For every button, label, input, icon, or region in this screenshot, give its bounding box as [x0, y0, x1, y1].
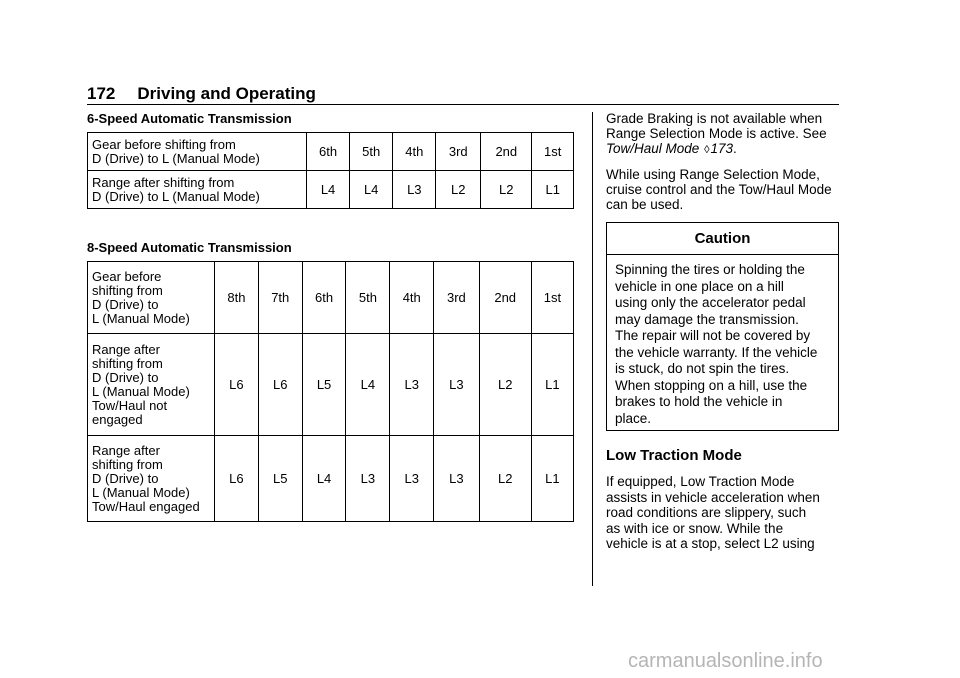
row-label: Range after shifting from D (Drive) to L (Manual Mode) Tow/Haul not engaged — [88, 334, 215, 436]
table-cell: L2 — [481, 171, 532, 209]
column-divider — [592, 112, 593, 586]
paragraph — [606, 111, 839, 158]
table-cell: L4 — [346, 334, 390, 436]
table-cell: 4th — [390, 262, 434, 334]
table-cell: L1 — [532, 171, 574, 209]
table-cell: L3 — [434, 436, 479, 522]
eight-speed-section — [87, 240, 574, 522]
table-cell: L4 — [307, 171, 350, 209]
table-cell: 2nd — [481, 133, 532, 171]
table-cell: 3rd — [436, 133, 481, 171]
table-row — [88, 262, 574, 334]
table-cell: L4 — [350, 171, 393, 209]
table-cell: L6 — [215, 334, 259, 436]
table-cell: L5 — [302, 334, 346, 436]
page-header — [87, 84, 316, 104]
text-line: as with ice or snow. While the — [606, 520, 784, 536]
eight-speed-title: 8-Speed Automatic Transmission — [87, 240, 292, 255]
table-row — [88, 133, 574, 171]
table-row — [88, 334, 574, 436]
text-line: When stopping on a hill, use the — [615, 377, 808, 393]
table-cell: L3 — [390, 334, 434, 436]
text-line: the vehicle warranty. If the vehicle — [615, 344, 818, 360]
caution-title: Caution — [607, 223, 838, 255]
table-cell: 4th — [393, 133, 436, 171]
table-cell: 5th — [350, 133, 393, 171]
row-label: Gear before shifting from D (Drive) to L (Manual Mode) — [88, 133, 307, 171]
table-cell: L2 — [479, 334, 531, 436]
text-line: The repair will not be covered by — [615, 328, 811, 343]
table-cell: 8th — [215, 262, 259, 334]
table-cell: 1st — [531, 262, 573, 334]
table-cell: 2nd — [479, 262, 531, 334]
text-line: is stuck, do not spin the tires. — [615, 361, 790, 376]
table-cell: L3 — [346, 436, 390, 522]
low-traction-body — [606, 474, 839, 552]
table-cell: 3rd — [434, 262, 479, 334]
table-cell: 1st — [532, 133, 574, 171]
table-cell: L2 — [436, 171, 481, 209]
text-line: road conditions are slippery, such — [606, 505, 807, 520]
table-cell: L5 — [258, 436, 302, 522]
table-cell: L1 — [531, 334, 573, 436]
text-line: vehicle is at a stop, select L2 using — [606, 536, 815, 551]
text-line: using only the accelerator pedal — [615, 295, 806, 310]
table-cell: 6th — [307, 133, 350, 171]
section-title: Driving and Operating — [137, 84, 316, 103]
table-cell: L3 — [390, 436, 434, 522]
table-row — [88, 436, 574, 522]
cross-reference-link[interactable] — [606, 141, 733, 156]
six-speed-section — [87, 111, 574, 209]
six-speed-table — [87, 132, 574, 209]
caution-body — [607, 255, 838, 427]
table-cell: L3 — [393, 171, 436, 209]
text-line: assists in vehicle acceleration when — [606, 489, 820, 505]
table-cell: L2 — [479, 436, 531, 522]
table-cell: L6 — [215, 436, 259, 522]
table-cell: 7th — [258, 262, 302, 334]
table-cell: 6th — [302, 262, 346, 334]
right-column-text — [606, 111, 839, 221]
text-line: vehicle in one place on a hill — [615, 278, 784, 294]
text-line: brakes to hold the vehicle in — [615, 394, 783, 409]
paragraph-text: Grade Braking is not available when Range Selection Mode is active. See — [606, 111, 827, 141]
paragraph-end: . — [733, 141, 737, 156]
header-rule — [87, 104, 839, 105]
low-traction-title: Low Traction Mode — [606, 447, 742, 464]
six-speed-title: 6-Speed Automatic Transmission — [87, 111, 292, 126]
reference-title: Tow/Haul Mode — [606, 141, 700, 156]
page-number: 172 — [87, 84, 116, 103]
table-cell: L1 — [531, 436, 573, 522]
text-line: place. — [615, 410, 652, 426]
eight-speed-table — [87, 261, 574, 522]
row-label: Range after shifting from D (Drive) to L (Manual Mode) — [88, 171, 307, 209]
watermark: carmanualsonline.info — [628, 650, 823, 672]
row-label: Range after shifting from D (Drive) to L (Manual Mode) Tow/Haul engaged — [88, 436, 215, 522]
table-cell: L6 — [258, 334, 302, 436]
table-cell: L3 — [434, 334, 479, 436]
table-row — [88, 171, 574, 209]
page-reference-icon: ◊ — [704, 144, 710, 156]
table-cell: L4 — [302, 436, 346, 522]
text-line: may damage the transmission. — [615, 311, 799, 327]
text-line: Spinning the tires or holding the — [615, 262, 805, 277]
row-label: Gear before shifting from D (Drive) to L (Manual Mode) — [88, 262, 215, 334]
reference-page: 173 — [710, 141, 734, 156]
text-line: If equipped, Low Traction Mode — [606, 474, 795, 489]
paragraph: While using Range Selection Mode, cruise control and the Tow/Haul Mode can be used. — [606, 167, 832, 212]
caution-box — [606, 222, 839, 431]
table-cell: 5th — [346, 262, 390, 334]
